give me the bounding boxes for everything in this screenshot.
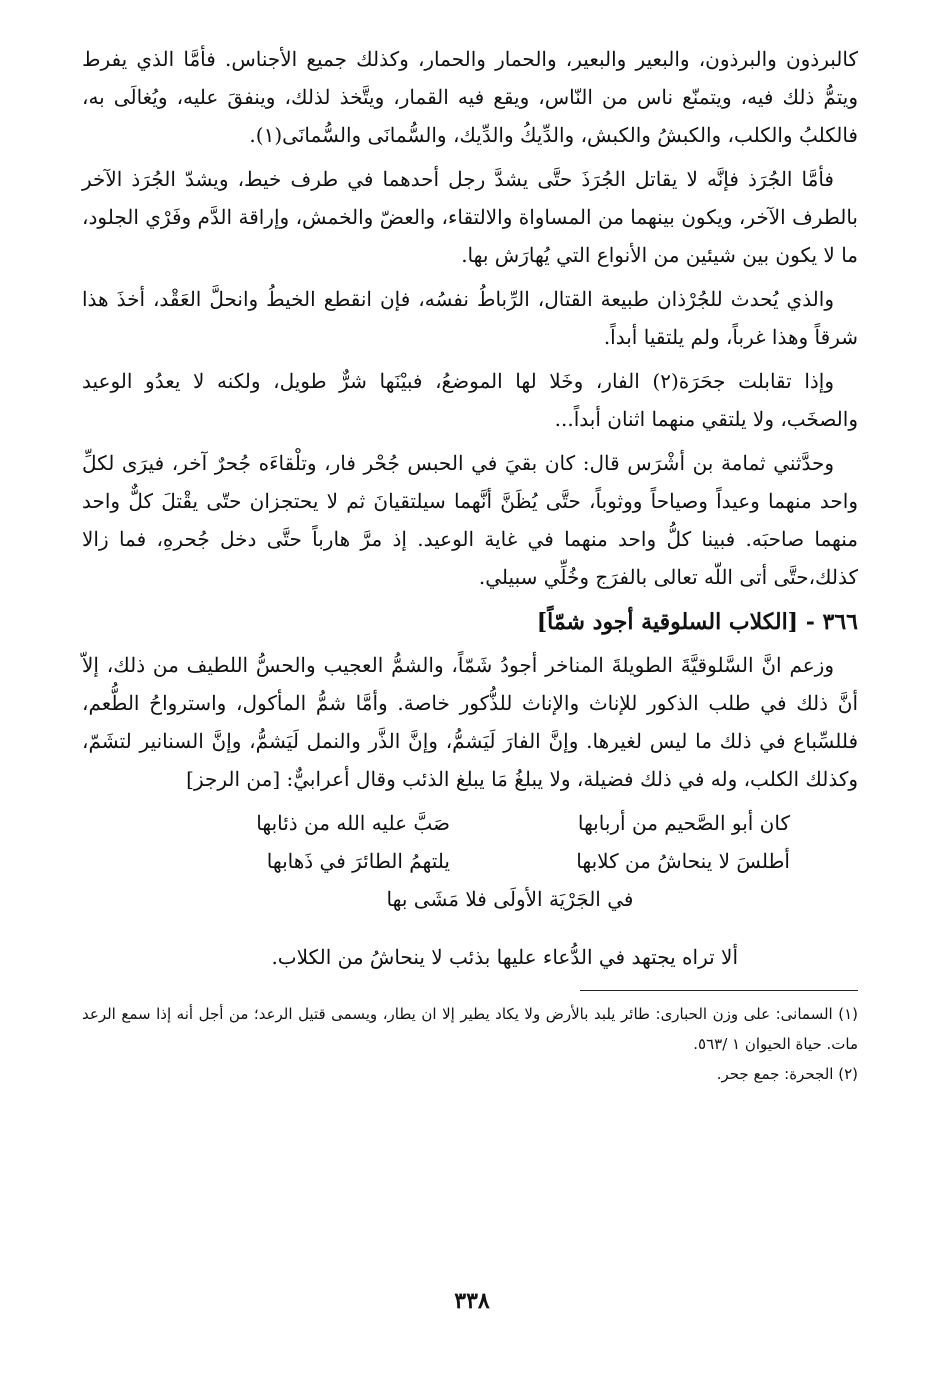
poem-verses: [82, 804, 858, 918]
verse-hemistich: أطلسَ لا ينحاشُ من كلابها: [576, 849, 790, 873]
footnote-divider: [580, 990, 858, 991]
footnote-1: (١) السمانى: على وزن الحبارى: طائر يلبد بالأرض ولا يكاد يطير إلا ان يطار، ويسمى قتيل الرعد؛ من أجل أنه إذا سمع الرعد مات. حياة الحيوان ١ /٥٦٣.: [82, 1005, 858, 1053]
verse-hemistich: يلتهمُ الطائرَ في ذَهابها: [266, 849, 450, 873]
verse-line: في الجَرْيَة الأولَى فلا مَشَى بها: [386, 887, 634, 911]
paragraph-5: وحدَّثني ثمامة بن أشْرَس قال: كان بقيَ في الحبس جُحْر فار، وتلْقاءَه جُحرٌ آخر، فيرَى لكلِّ واحد منهما وعيداً وصياحاً ووثوباً، حتَّى يُظَنَّ أنَّهما سيلتقيانَ ثم لا يحتجزان حتّى يقْتلَ كلٌّ واحد منهما صاحبَه. فبينا كلُّ واحد منهما في غاية الوعيد. إذ مرَّ هارباً حتَّى دخل جُحرهِ، فما زالا كذلك،حتَّى أتى اللّه تعالى بالفرَج وخُلِّي سبيلي.: [82, 451, 858, 589]
paragraph-4: وإذا تقابلت جحَرَة(٢) الفار، وخَلا لها الموضعُ، فبيْنَها شرٌّ طويل، ولكنه لا يعدُو الوعيد والصخَب، ولا يلتقي منهما اثنان أبداً...: [82, 369, 858, 431]
verse-hemistich: صَبَّ عليه الله من ذئابها: [256, 811, 450, 835]
verse-hemistich: كان أبو الصَّحيم من أربابها: [577, 811, 790, 835]
paragraph-2: فأمَّا الجُرَذ فإنَّه لا يقاتل الجُرَذَ حتَّى يشدَّ رجل أحدهما في طرف خيط، ويشدّ الجُرَذ الآخر بالطرف الآخر، ويكون بينهما من المساواة والالتقاء، والعضّ والخمش، وإراقة الدَّم وفَرْي الجلود، ما لا يكون بين شيئين من الأنواع التي يُهارَش بها.: [82, 167, 858, 267]
verse-line: [82, 804, 858, 842]
footnote-2: (٢) الجحرة: جمع جحر.: [716, 1065, 858, 1083]
page-number: ٣٣٨: [454, 1288, 490, 1314]
paragraph-6: وزعم انَّ السَّلوقيَّةَ الطويلةَ المناخر أجودُ شَمّاً، والشمُّ العجيب والحسُّ اللطيف من ذلك، إلاّ أنَّ ذلك في طلب الذكور للإناث والإناث للذُّكور خاصة. وأمَّا شمُّ المأكول، واسترواحُ الطُّعم، فللسِّباع في ذلك ما ليس لغيرها. وإنَّ الفارَ لَيَشمُّ، وإنَّ الذَّر والنمل لَيَشمُّ، وإنَّ السنانير لتشَمّ، وكذلك الكلب، وله في ذلك فضيلة، ولا يبلغُ مَا يبلغ الذئب وقال أعرابيٌّ: [من الرجز]: [82, 653, 858, 791]
paragraph-3: والذي يُحدث للجُرْذان طبيعة القتال، الرِّباطُ نفسُه، فإن انقطع الخيطُ وانحلَّ العَقْد، أخذَ هذا شرقاً وهذا غرباً، ولم يلتقيا أبداً.: [82, 287, 858, 349]
paragraph-1: كالبرذون والبرذون، والبعير والبعير، والحمار والحمار، وكذلك جميع الأجناس. فأمَّا الذي يفرط ويتمُّ ذلك فيه، ويتمنّع ناس من النّاس، ويقع فيه القمار، ويتَّخذ لذلك، وينفقَ عليه، ويُغالَى به، فالكلبُ والكلب، والكبشُ والكبش، والدِّيكُ والدِّيك، والسُّمانَى والسُّمانَى(١).: [82, 47, 858, 147]
verse-line: [82, 842, 858, 880]
paragraph-7: ألا تراه يجتهد في الدُّعاء عليها بذئب لا ينحاشُ من الكلاب.: [271, 945, 738, 969]
section-heading: ٣٦٦ - [الكلاب السلوقية أجود شمّاً]: [536, 609, 858, 635]
